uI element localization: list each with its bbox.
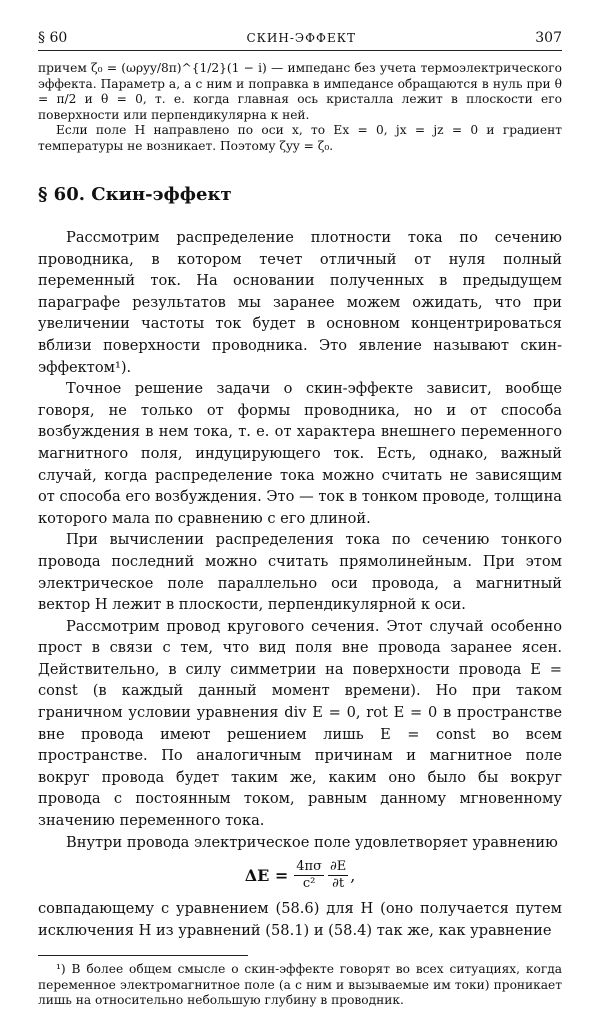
running-title: СКИН-ЭФФЕКТ — [246, 31, 357, 45]
body-paragraph: Точное решение задачи о скин-эффекте зависит, вообще говоря, не только от формы проводника, но и от способа возбуждения в нем тока, т. е. от характера внешнего переменного магнитного поля, индуцирующего ток. Есть, однако, важный случай, когда распределение тока можно считать не зависящим от способа его возбуждения. Это — ток в тонком проводе, толщина которого мала по сравнению с его длиной. — [38, 380, 562, 527]
section-body — [38, 227, 562, 941]
formula-fraction-coefficient — [294, 859, 324, 892]
body-paragraph: Рассмотрим распределение плотности тока по сечению проводника, в котором течет отличный от нуля полный переменный ток. На основании полученных в предыдущем параграфе результатов мы заранее можем ожидать, что при увеличении частоты ток будет в основном концентрироваться вблизи поверхности проводника. Это явление называют скин-эффектом¹). — [38, 229, 562, 376]
fraction-denominator: c² — [302, 876, 316, 892]
display-formula — [38, 859, 562, 892]
formula-lhs: ΔE = — [244, 865, 289, 885]
section-reference: § 60 — [38, 30, 68, 46]
fraction-numerator: ∂E — [329, 859, 347, 875]
footnote-divider — [38, 955, 248, 956]
formula-fraction-derivative — [328, 859, 348, 892]
body-paragraph: Внутри провода электрическое поле удовлетворяет уравнению — [66, 833, 558, 851]
page-header — [38, 30, 562, 51]
body-paragraph: Рассмотрим провод кругового сечения. Этот случай особенно прост в связи с тем, что вид поля вне провода заранее ясен. Действительно, в силу симметрии на поверхности провода E = const (в каждый данный момент времени). Но при таком граничном условии уравнения div E = 0, rot E = 0 в пространстве вне провода имеют решением лишь E = const во всем пространстве. По аналогичным причинам и магнитное поле вокруг провода будет таким же, каким оно было бы вокруг провода с постоянным током, равным данному мгновенному значению переменного тока. — [38, 617, 562, 830]
previous-section-ending — [38, 61, 562, 154]
body-paragraph: При вычислении распределения тока по сечению тонкого провода последний можно считать прямолинейным. При этом электрическое поле параллельно оси провода, а магнитный вектор H лежит в плоскости, перпендикулярной к оси. — [38, 531, 562, 614]
page-number: 307 — [535, 30, 562, 46]
book-page — [38, 30, 562, 1009]
body-paragraph: совпадающему с уравнением (58.6) для H (оно получается путем исключения H из уравнений (58.1) и (58.4) так же, как уравнение — [38, 900, 562, 939]
formula-tail: , — [350, 865, 356, 885]
section-heading: § 60. Скин-эффект — [38, 184, 232, 205]
fraction-numerator: 4πσ — [296, 859, 322, 875]
footnote: ¹) В более общем смысле о скин-эффекте говорят во всех ситуациях, когда переменное электромагнитное поле (а с ним и вызываемые им токи) проникает лишь на относительно небольшую глубину в проводник. — [38, 962, 562, 1008]
fraction-denominator: ∂t — [332, 876, 345, 892]
small-paragraph: причем ζ₀ = (ωρyy/8π)^{1/2}(1 − i) — импеданс без учета термоэлектрического эффекта. Параметр a, а с ним и поправка в импедансе обращаются в нуль при θ = π/2 и θ = 0, т. е. когда главная ось кристалла лежит в плоскости его поверхности или перпендикулярна к ней. — [38, 61, 562, 122]
small-paragraph: Если поле H направлено по оси x, то Ex = 0, jx = jz = 0 и градиент температуры не возникает. Поэтому ζyy = ζ₀. — [38, 123, 562, 153]
